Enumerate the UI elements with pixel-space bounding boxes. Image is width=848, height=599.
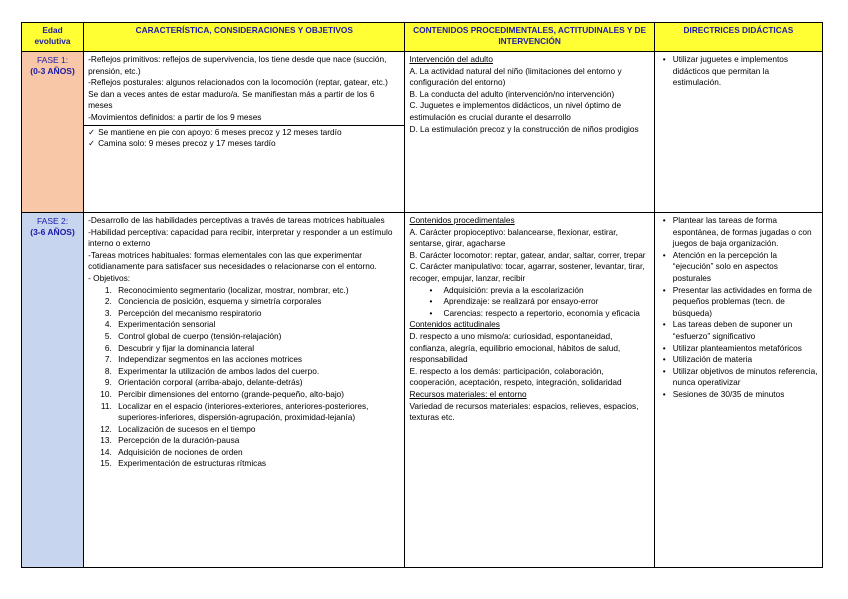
phase2-guidelines — [654, 213, 822, 568]
phase2-objectives-label: - Objetivos: — [88, 272, 131, 283]
proc-sub-item: • Aprendizaje: se realizará por ensayo-error — [443, 296, 649, 308]
proc-sub-list — [409, 285, 649, 320]
phase1-content-a: A. La actividad natural del niño (limitaciones del entorno y configuración del entorno) — [409, 65, 622, 88]
objective-item: 7. Independizar segmentos en las acciones motrices — [114, 354, 400, 366]
phase2-char-3: -Tareas motrices habituales: formas elementales con las que experimentar cotidianamente para satisfacer sus necesidades o relacionarse con el entorno. — [88, 249, 377, 272]
att-item-d: D. respecto a uno mismo/a: curiosidad, espontaneidad, confianza, alegría, equilibrio emocional, hábitos de salud, responsabilidad — [409, 330, 621, 365]
guideline-item: • Presentar las actividades en forma de pequeños problemas (tecn. de búsqueda) — [673, 285, 818, 320]
header-row — [22, 23, 823, 52]
guideline-item: • Las tareas deben de suponer un “esfuerzo” significativo — [673, 319, 818, 342]
checkmark-icon: ✓ — [88, 126, 96, 137]
milestone-item — [88, 127, 400, 139]
header-stage: Edad evolutiva — [22, 23, 84, 52]
phase1-char-3: -Movimientos definidos: a partir de los 9 meses — [88, 111, 262, 122]
phase2-contents — [405, 213, 654, 568]
phase2-cell — [22, 213, 84, 568]
guideline-item: • Utilizar planteamientos metafóricos — [673, 343, 818, 355]
proc-item-a: A. Carácter propioceptivo: balancearse, flexionar, estirar, sentarse, girar, agacharse — [409, 226, 618, 249]
phase1-age: (0-3 AÑOS) — [30, 65, 75, 76]
objective-item: 11. Localizar en el espacio (interiores-exteriores, anteriores-posteriores, superiores-inferiores, dispersión-agrupación, proximidad-lejanía) — [114, 401, 400, 424]
proc-sub-item: • Adquisición: previa a la escolarización — [443, 285, 649, 297]
phase2-title: FASE 2: — [36, 216, 69, 226]
proc-item-b: B. Carácter locomotor: reptar, gatear, andar, saltar, correr, trepar — [409, 249, 646, 260]
checkmark-icon: ✓ — [88, 138, 96, 149]
objective-item: 5. Control global de cuerpo (tensión-relajación) — [114, 331, 400, 343]
proc-item-c: C. Carácter manipulativo: tocar, agarrar, sostener, levantar, tirar, recoger, empujar, lanzar, recibir — [409, 261, 645, 283]
phase2-characteristics — [84, 213, 405, 568]
proc-sub-item: • Carencias: respecto a repertorio, economía y eficacia — [443, 308, 649, 320]
phase1-characteristics — [84, 52, 405, 213]
evolutionary-stages-table — [21, 22, 823, 568]
objective-item: 3. Percepción del mecanismo respiratorio — [114, 308, 400, 320]
milestone-item — [88, 138, 400, 150]
guideline-item: • Utilización de materia — [673, 354, 818, 366]
proc-heading: Contenidos procedimentales — [409, 215, 515, 225]
res-heading: Recursos materiales: el entorno — [409, 388, 527, 399]
phase2-row — [22, 213, 823, 568]
phase1-guidelines-list — [659, 54, 818, 89]
header-guidelines: DIRECTRICES DIDÁCTICAS — [654, 23, 822, 52]
phase1-char-1: -Reflejos primitivos: reflejos de supervivencia, los tiene desde que nace (succión, prensión, etc.) — [88, 54, 389, 76]
phase1-title: FASE 1: — [36, 55, 69, 65]
objective-item: 1. Reconocimiento segmentario (localizar, mostrar, nombrar, etc.) — [114, 285, 400, 297]
guideline-item: • Utilizar juguetes e implementos didácticos que permitan la estimulación. — [673, 54, 818, 89]
phase2-char-2: -Habilidad perceptiva: capacidad para recibir, interpretar y responder a un estímulo interno o externo — [88, 226, 393, 249]
phase1-cell — [22, 52, 84, 213]
milestone-text: Camina solo: 9 meses precoz y 17 meses tardío — [98, 138, 276, 149]
phase2-guidelines-list — [659, 215, 818, 401]
objective-item: 14. Adquisición de nociones de orden — [114, 447, 400, 459]
phase1-milestones — [84, 125, 404, 150]
phase1-content-c: C. Juguetes e implementos didácticos, un nivel óptimo de estimulación es crucial durante el desarrollo — [409, 100, 622, 122]
phase2-objectives-list — [88, 285, 400, 471]
header-characteristics: CARACTERÍSTICA, CONSIDERACIONES Y OBJETIVOS — [84, 23, 405, 52]
phase1-guidelines — [654, 52, 822, 213]
objective-item: 2. Conciencia de posición, esquema y simetría corporales — [114, 296, 400, 308]
phase1-content-b: B. La conducta del adulto (intervención/no intervención) — [409, 88, 615, 99]
res-item: Variedad de recursos materiales: espacios, relieves, espacios, texturas etc. — [409, 400, 639, 423]
phase1-contents-heading: Intervención del adulto — [409, 54, 493, 64]
objective-item: 6. Descubrir y fijar la dominancia lateral — [114, 343, 400, 355]
guideline-item: • Plantear las tareas de forma espontánea, de formas jugadas o con juegos de baja organización. — [673, 215, 818, 250]
objective-item: 10. Percibir dimensiones del entorno (grande-pequeño, alto-bajo) — [114, 389, 400, 401]
objective-item: 13. Percepción de la duración-pausa — [114, 435, 400, 447]
objective-item: 4. Experimentación sensorial — [114, 319, 400, 331]
objective-item: 8. Experimentar la utilización de ambos lados del cuerpo. — [114, 366, 400, 378]
header-contents: CONTENIDOS PROCEDIMENTALES, ACTITUDINALES Y DE INTERVENCIÓN — [405, 23, 654, 52]
objective-item: 9. Orientación corporal (arriba-abajo, delante-detrás) — [114, 377, 400, 389]
att-item-e: E. respecto a los demás: participación, colaboración, cooperación, aceptación, respeto, integración, solidaridad — [409, 365, 622, 388]
phase1-content-d: D. La estimulación precoz y la construcción de niños prodigios — [409, 123, 639, 134]
objective-item: 12. Localización de sucesos en el tiempo — [114, 424, 400, 436]
guideline-item: • Atención en la percepción la “ejecución” solo en aspectos posturales — [673, 250, 818, 285]
phase1-contents — [405, 52, 654, 213]
phase1-row — [22, 52, 823, 213]
guideline-item: • Sesiones de 30/35 de minutos — [673, 389, 818, 401]
milestone-text: Se mantiene en pie con apoyo: 6 meses precoz y 12 meses tardío — [98, 126, 342, 137]
objective-item: 15. Experimentación de estructuras rítmicas — [114, 458, 400, 470]
phase1-char-2: -Reflejos posturales: algunos relacionados con la locomoción (reptar, gatear, etc.) Se dan a veces antes de estar maduro/a. Se manifiestan más a partir de los 6 meses — [88, 77, 393, 111]
phase2-char-1: -Desarrollo de las habilidades perceptivas a través de tareas motrices habituales — [88, 215, 385, 225]
phase2-age: (3-6 AÑOS) — [30, 226, 75, 237]
att-heading: Contenidos actitudinales — [409, 319, 500, 330]
guideline-item: • Utilizar objetivos de minutos referencia, nunca operativizar — [673, 366, 818, 389]
